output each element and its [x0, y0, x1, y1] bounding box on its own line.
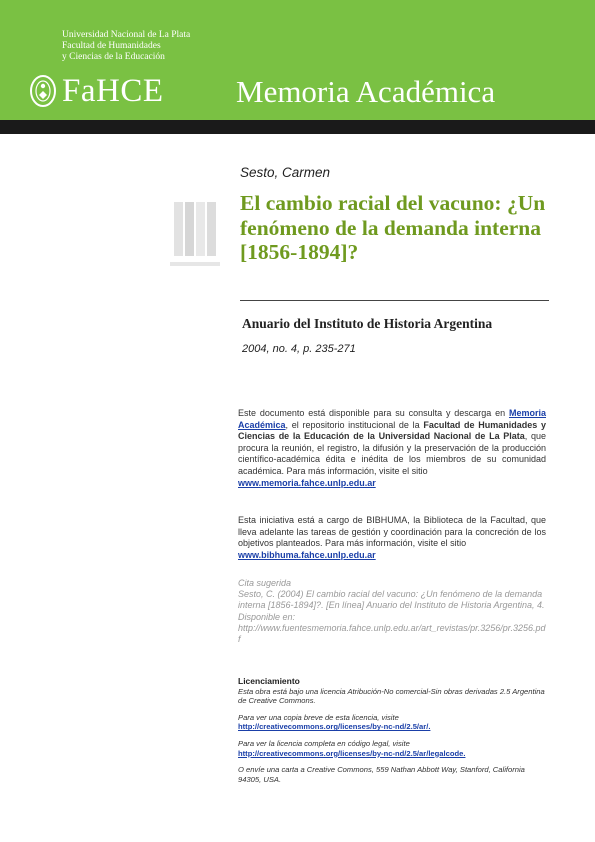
publication-details: 2004, no. 4, p. 235-271: [242, 343, 356, 355]
citation-text: Sesto, C. (2004) El cambio racial del vacuno: ¿Un fenómeno de la demanda interna [1856-1894]?. [En línea] Anuario del Instituto de Historia Argentina, 4. Disponible en:: [238, 589, 545, 622]
license-short-link[interactable]: http://creativecommons.org/licenses/by-nc-nd/2.5/ar/.: [238, 722, 431, 732]
info-text: Este documento está disponible para su consulta y descarga en: [238, 408, 509, 418]
university-name: Universidad Nacional de La Plata: [62, 30, 191, 40]
citation-label: Cita sugerida: [238, 578, 292, 588]
fahce-logo: FaHCE: [62, 73, 164, 109]
license-address: O envíe una carta a Creative Commons, 559 Nathan Abbott Way, Stanford, California 94305, USA.: [238, 765, 525, 784]
memoria-academica-link[interactable]: Memoria Académica: [238, 408, 546, 430]
info-text: , que procura la reunión, el registro, la difusión y la preservación de la producción científico-académica édita e inédita de los miembros de su comunidad académica. Para más información, visite el sitio: [238, 431, 546, 476]
bibhuma-text: Esta iniciativa está a cargo de BIBHUMA, la Biblioteca de la Facultad, que lleva adelante las tareas de gestión y coordinación para la concreción de los objetivos planteados. Para más información, visite el sitio: [238, 515, 546, 549]
institution-lines: [62, 30, 190, 63]
license-heading: Licenciamiento: [238, 676, 300, 686]
license-short-text: Para ver una copia breve de esta licencia, visite: [238, 712, 399, 722]
journal-name: Anuario del Instituto de Historia Argentina: [242, 316, 493, 331]
suggested-citation: [238, 578, 546, 645]
citation-url[interactable]: http://www.fuentesmemoria.fahce.unlp.edu.ar/art_revistas/pr.3256/pr.3256.pdf: [238, 622, 546, 645]
faculty-name-bold: Facultad de Humanidades y Ciencias de la Educación de la Universidad Nacional de La Plata: [238, 419, 546, 442]
license-full-text: Para ver la licencia completa en código legal, visite: [238, 738, 410, 748]
document-title: El cambio racial del vacuno: ¿Un fenómeno de la demanda interna [1856-1894]?: [240, 191, 546, 264]
memoria-academica-logo-icon: [166, 196, 222, 276]
header-divider-bar: [0, 120, 595, 134]
bibhuma-url-link[interactable]: www.bibhuma.fahce.unlp.edu.ar: [238, 549, 376, 560]
faculty-line-2: y Ciencias de la Educación: [62, 52, 165, 62]
author: Sesto, Carmen: [240, 165, 331, 180]
university-seal-icon: [28, 74, 58, 108]
header-banner: [0, 0, 595, 120]
faculty-line-1: Facultad de Humanidades: [62, 41, 161, 51]
title-divider: [240, 300, 549, 301]
license-section: [238, 677, 550, 784]
memoria-url-link[interactable]: www.memoria.fahce.unlp.edu.ar: [238, 477, 376, 488]
license-text: Esta obra está bajo una licencia Atribución-No comercial-Sin obras derivadas 2.5 Argentina de Creative Commons.: [238, 686, 545, 706]
license-full-link[interactable]: http://creativecommons.org/licenses/by-nc-nd/2.5/ar/legalcode.: [238, 748, 466, 758]
info-text: , el repositorio institucional de la: [285, 419, 424, 430]
bibhuma-info-paragraph: [238, 515, 546, 561]
repository-name: Memoria Académica: [236, 74, 496, 109]
repository-info-paragraph: [238, 408, 546, 489]
